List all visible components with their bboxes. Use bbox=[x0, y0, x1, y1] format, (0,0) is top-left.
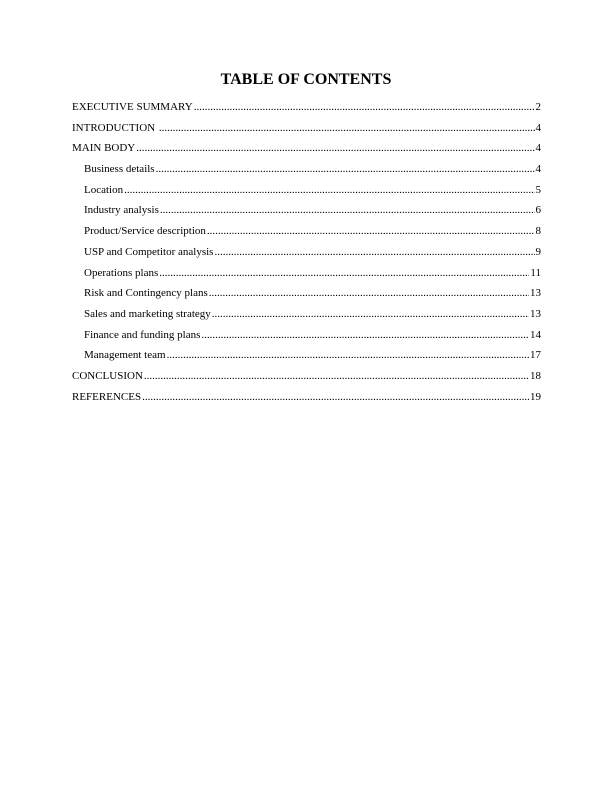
toc-page-number: 5 bbox=[535, 183, 541, 196]
toc-entry-industry-analysis[interactable] bbox=[72, 200, 541, 221]
toc-entry-main-body[interactable] bbox=[72, 138, 541, 159]
toc-dot-leader bbox=[201, 325, 529, 346]
toc-dot-leader bbox=[160, 200, 535, 221]
toc-entry-location[interactable] bbox=[72, 180, 541, 201]
toc-dot-leader bbox=[156, 159, 535, 180]
toc-page-number: 8 bbox=[535, 225, 541, 238]
toc-entry-label: MAIN BODY bbox=[72, 142, 136, 155]
toc-entry-finance-funding-plans[interactable] bbox=[72, 325, 541, 346]
toc-entry-operations-plans[interactable] bbox=[72, 263, 541, 284]
toc-entry-label: REFERENCES bbox=[72, 390, 142, 403]
toc-entry-product-service-description[interactable] bbox=[72, 221, 541, 242]
toc-entry-business-details[interactable] bbox=[72, 159, 541, 180]
toc-page-number: 18 bbox=[530, 369, 541, 382]
toc-entry-label: Location bbox=[84, 183, 124, 196]
toc-entry-label: Operations plans bbox=[84, 266, 159, 279]
toc-page-number: 9 bbox=[535, 245, 541, 258]
toc-page-number: 4 bbox=[535, 121, 541, 134]
toc-entry-references[interactable] bbox=[72, 387, 541, 408]
toc-dot-leader bbox=[214, 242, 534, 263]
toc-dot-leader bbox=[194, 97, 535, 118]
toc-entry-label: Sales and marketing strategy bbox=[84, 307, 211, 320]
toc-page-number: 6 bbox=[535, 204, 541, 217]
toc-entry-conclusion[interactable] bbox=[72, 366, 541, 387]
toc-entry-executive-summary[interactable] bbox=[72, 97, 541, 118]
toc-title: TABLE OF CONTENTS bbox=[220, 71, 392, 88]
toc-entry-label: Risk and Contingency plans bbox=[84, 287, 208, 300]
toc-page-number: 11 bbox=[530, 266, 541, 279]
toc-page-number: 2 bbox=[535, 101, 541, 113]
toc-entry-label: Business details bbox=[84, 163, 155, 176]
toc-page-number: 4 bbox=[535, 142, 541, 155]
toc-page-number: 19 bbox=[530, 390, 541, 403]
toc-entry-label: USP and Competitor analysis bbox=[84, 245, 214, 258]
toc-entry-label: Management team bbox=[84, 349, 166, 362]
toc-entry-label: Industry analysis bbox=[84, 204, 159, 217]
toc-entry-risk-contingency-plans[interactable] bbox=[72, 283, 541, 304]
toc-page-number: 4 bbox=[535, 163, 541, 176]
toc-entry-sales-marketing-strategy[interactable] bbox=[72, 304, 541, 325]
toc-page-number: 13 bbox=[530, 307, 541, 320]
toc-entry-introduction[interactable] bbox=[72, 118, 541, 139]
toc-page-number: 14 bbox=[530, 328, 541, 341]
toc-dot-leader bbox=[159, 118, 535, 139]
toc-dot-leader bbox=[136, 138, 534, 159]
toc-dot-leader bbox=[212, 304, 529, 325]
toc-dot-leader bbox=[142, 387, 529, 408]
toc-dot-leader bbox=[209, 283, 529, 304]
toc-dot-leader bbox=[167, 345, 529, 366]
toc-dot-leader bbox=[144, 366, 529, 387]
toc-entry-label: Finance and funding plans bbox=[84, 328, 201, 341]
toc-entry-label: INTRODUCTION bbox=[72, 121, 158, 134]
toc-dot-leader bbox=[124, 180, 534, 201]
toc-list bbox=[72, 97, 541, 407]
toc-page-number: 17 bbox=[530, 349, 541, 362]
toc-entry-label: CONCLUSION bbox=[72, 369, 143, 382]
toc-entry-management-team[interactable] bbox=[72, 345, 541, 366]
toc-entry-usp-competitor-analysis[interactable] bbox=[72, 242, 541, 263]
toc-page-number: 13 bbox=[530, 287, 541, 300]
toc-entry-label: EXECUTIVE SUMMARY bbox=[72, 101, 193, 113]
toc-entry-label: Product/Service description bbox=[84, 225, 206, 238]
toc-dot-leader bbox=[159, 263, 529, 284]
toc-dot-leader bbox=[207, 221, 535, 242]
